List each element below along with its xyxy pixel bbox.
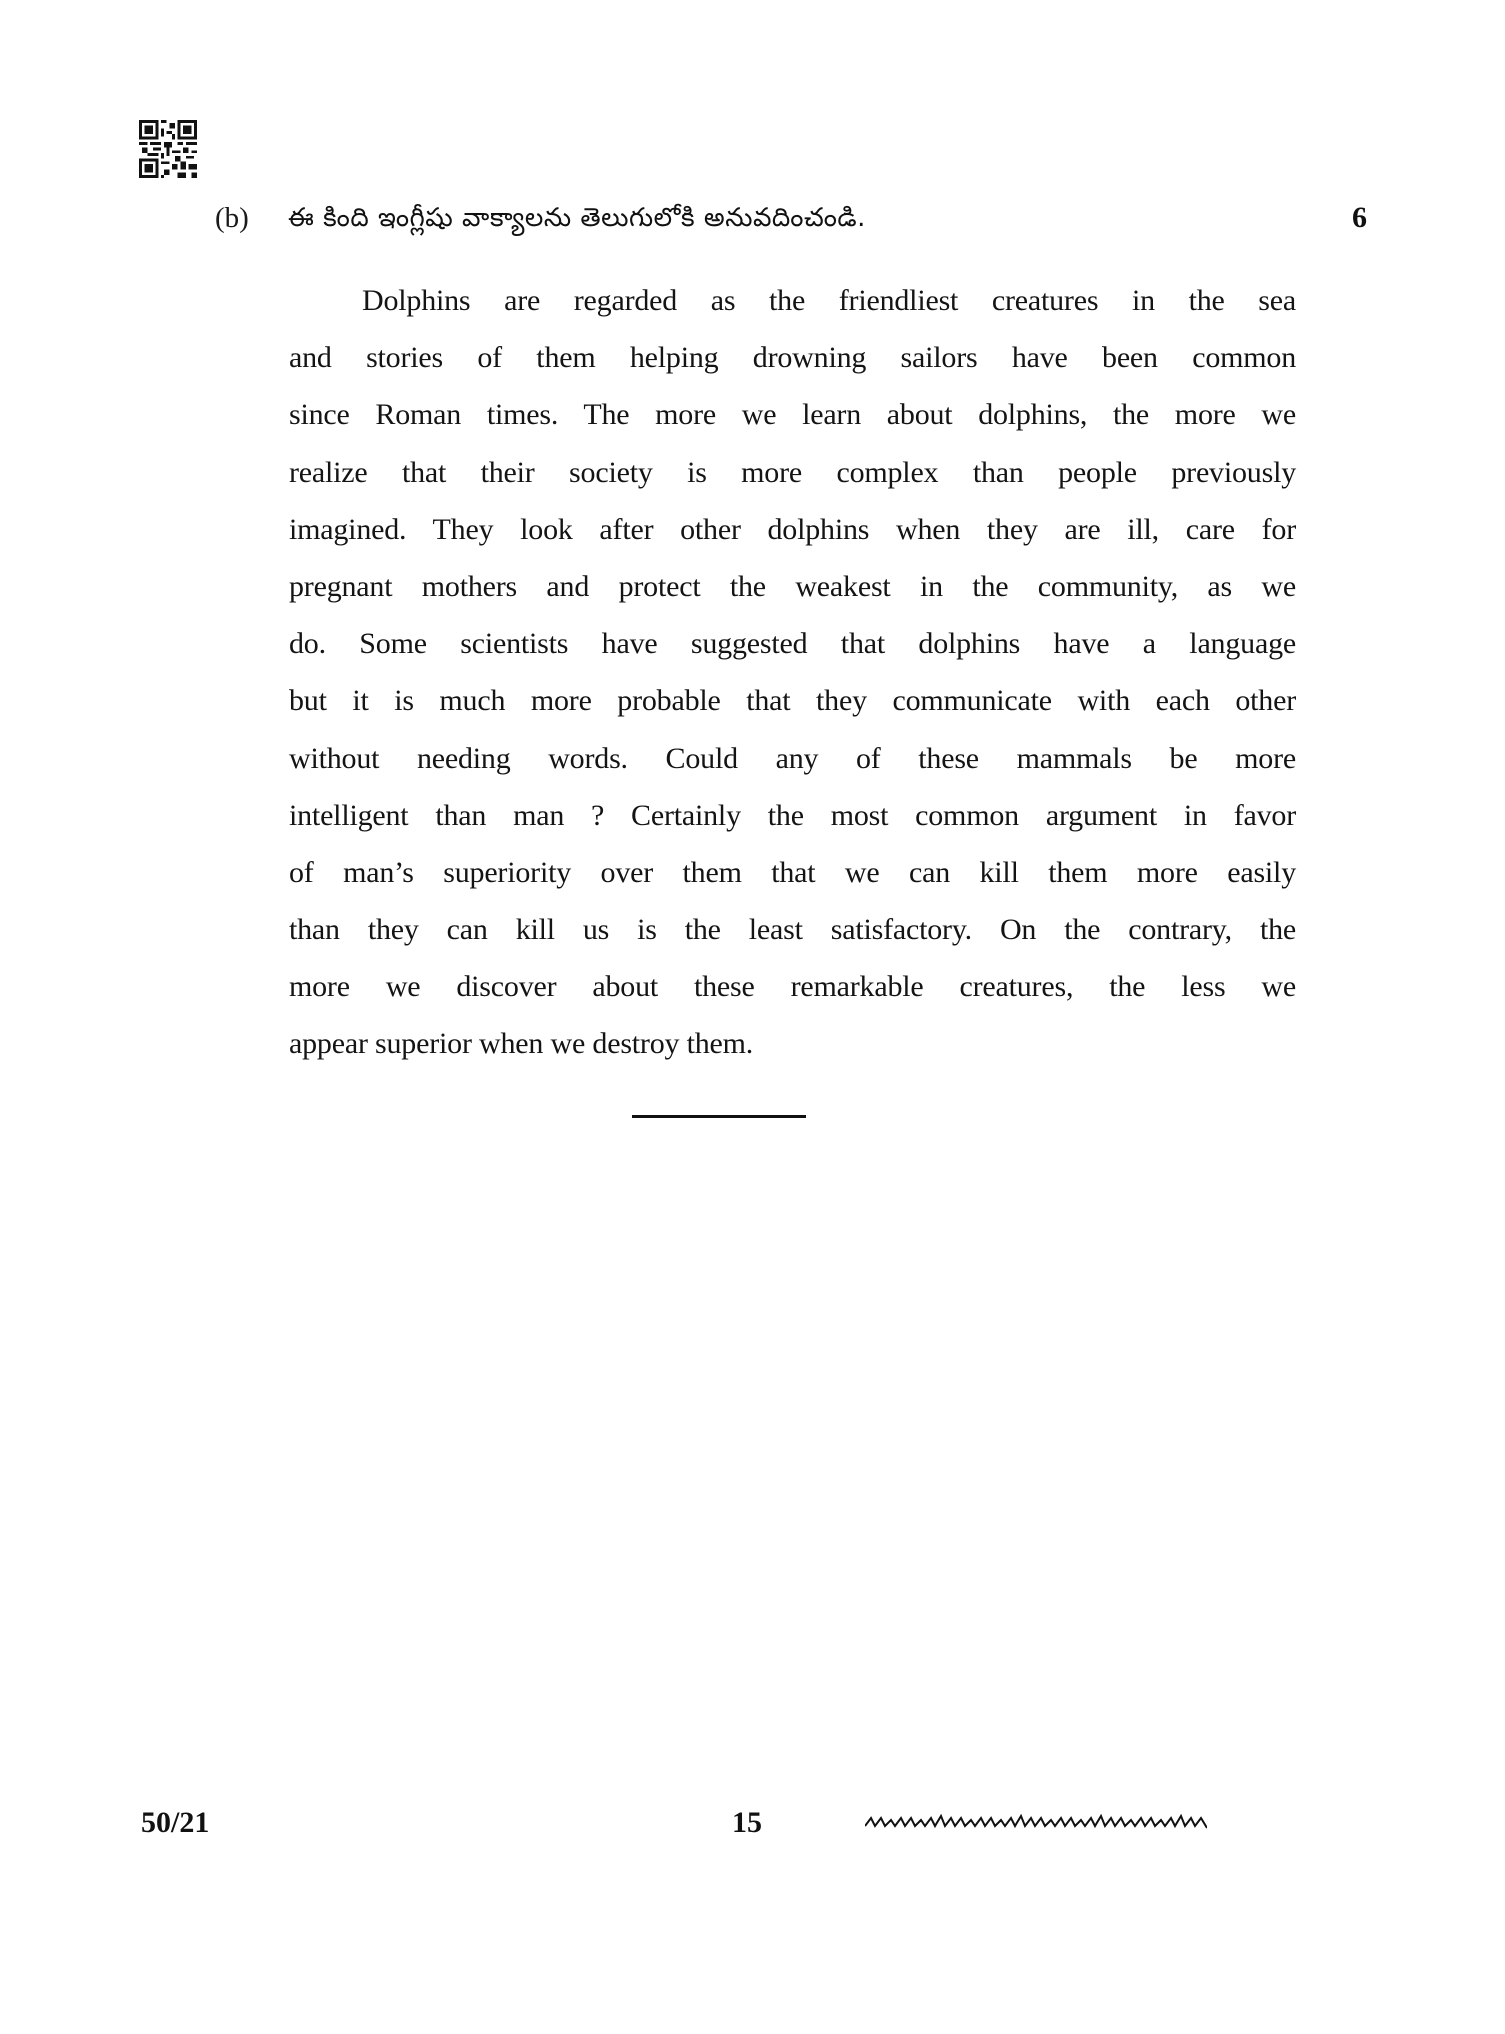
passage-line: without needing words. Could any of these mammals be more [289,741,1296,775]
question-marks: 6 [1352,201,1367,234]
passage-line: Dolphins are regarded as the friendliest creatures in the sea [362,284,1296,317]
question-label: (b) [215,202,249,234]
passage-line: but it is much more probable that they communicate with each other [289,684,1296,718]
section-divider [632,1115,806,1118]
passage-line: intelligent than man ? Certainly the most common argument in favor [289,798,1296,832]
passage-line: pregnant mothers and protect the weakest in the community, as we [289,569,1296,603]
passage-line: than they can kill us is the least satisfactory. On the contrary, the [289,913,1296,947]
wavy-line-icon [865,1812,1207,1832]
paper-code: 50/21 [141,1806,210,1839]
passage-line: and stories of them helping drowning sailors have been common [289,341,1296,375]
passage-line: appear superior when we destroy them. [289,1027,754,1061]
passage-line: since Roman times. The more we learn about dolphins, the more we [289,398,1296,432]
question-header [215,198,1375,238]
passage-line: do. Some scientists have suggested that dolphins have a language [289,627,1296,661]
qr-code-icon [138,120,198,178]
passage-line: imagined. They look after other dolphins when they are ill, care for [289,512,1296,546]
passage-line: realize that their society is more complex than people previously [289,455,1296,489]
passage [289,272,1296,1073]
passage-line: more we discover about these remarkable creatures, the less we [289,970,1296,1004]
passage-line: of man’s superiority over them that we can kill them more easily [289,855,1296,889]
question-instruction: ఈ కింది ఇంగ్లీషు వాక్యాలను తెలుగులోకి అనువదించండి. [288,203,866,233]
page-number: 15 [732,1806,762,1839]
